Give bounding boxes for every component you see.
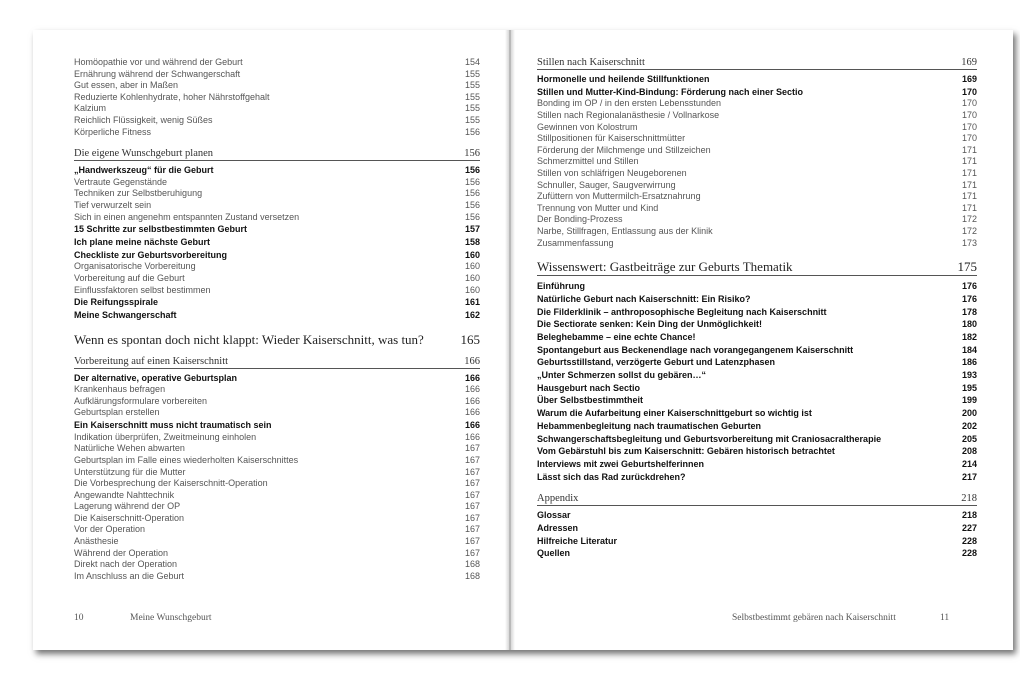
toc-entry [74,200,480,212]
toc-entry-page: 157 [464,224,480,235]
toc-entry-title: Stillen von schläfrigen Neugeborenen [537,167,687,178]
toc-entry-page: 214 [961,458,977,469]
toc-entry-title: Zusammenfassung [537,237,614,248]
toc-entry-page: 155 [464,91,480,102]
toc-entry [537,318,977,331]
toc-entry-page: 170 [961,110,977,120]
toc-entry-title: Schmerzmittel und Stillen [537,156,639,167]
toc-entry-page: 218 [961,510,977,521]
toc-entry-title: Der Bonding-Prozess [537,214,623,225]
toc-entry-title: Sich in einen angenehm entspannten Zustand versetzen [74,211,300,222]
toc-entry-page: 162 [464,309,480,320]
toc-entry-title: Trennung von Mutter und Kind [537,202,659,213]
page-number: 11 [940,613,950,623]
toc-entry-title: Glossar [537,510,571,521]
toc-entry-page: 167 [464,524,480,535]
toc-entry-page: 166 [464,395,480,406]
toc-entry [74,419,480,432]
page-number: 10 [74,613,84,623]
toc-entry-page: 178 [961,306,977,317]
toc-entry-title: Stillen und Mutter-Kind-Bindung: Förderung nach einer Sectio [537,86,803,97]
toc-entry-page: 172 [961,225,977,236]
chapter-heading [537,259,977,276]
toc-entry-title: Lässt sich das Rad zurückdrehen? [537,471,686,482]
toc-entry-page: 168 [464,570,480,581]
toc-entry [74,524,480,536]
toc-entry-page: 167 [464,512,480,523]
toc-entry-title: Krankenhaus befragen [74,384,166,395]
toc-entry [537,293,977,306]
toc-group [537,73,977,249]
toc-entry-page: 202 [961,420,977,431]
toc-entry [74,455,480,467]
section-page: 166 [464,355,480,367]
toc-entry [74,69,480,81]
toc-entry-page: 193 [961,370,977,381]
toc-entry-title: Schnuller, Sauger, Saugverwirrung [537,179,676,190]
toc-entry [537,110,977,122]
toc-entry-page: 205 [961,433,977,444]
toc-group [537,509,977,560]
toc-entry [537,180,977,192]
toc-entry-title: Spontangeburt aus Beckenendlage nach vorangegangenem Kaiserschnitt [537,344,854,355]
toc-entry [537,535,977,548]
toc-entry-title: Natürliche Wehen abwarten [74,443,185,454]
toc-entry-page: 167 [464,536,480,547]
toc-entry-title: Ich plane meine nächste Geburt [74,236,211,247]
toc-entry-title: Warum die Aufarbeitung einer Kaiserschnittgeburt so wichtig ist [537,408,812,419]
toc-entry [537,394,977,407]
toc-entry-page: 156 [464,126,480,137]
toc-entry [74,127,480,139]
toc-entry-title: Hebammenbegleitung nach traumatischen Geburten [537,420,762,431]
toc-entry [537,73,977,86]
toc-entry-page: 176 [961,281,977,292]
toc-entry-title: Während der Operation [74,547,169,558]
book-spine [505,30,515,650]
toc-entry [74,501,480,513]
toc-entry-title: Bonding im OP / in den ersten Lebensstunden [537,98,721,109]
chapter-page: 175 [957,259,977,275]
chapter-title: Wenn es spontan doch nicht klappt: Wieder Kaiserschnitt, was tun? [74,331,424,347]
toc-entry [74,467,480,479]
toc-entry-page: 167 [464,454,480,465]
toc-entry-page: 180 [961,319,977,330]
toc-entry-title: Checkliste zur Geburtsvorbereitung [74,249,228,260]
toc-entry [74,273,480,285]
toc-entry-page: 167 [464,443,480,454]
toc-entry-title: Hormonelle und heilende Stillfunktionen [537,74,710,84]
toc-entry [74,57,480,69]
toc-entry [74,372,480,385]
toc-entry [537,203,977,215]
toc-entry [74,548,480,560]
toc-entry-page: 155 [464,80,480,91]
toc-entry-page: 182 [961,331,977,342]
toc-entry [74,478,480,490]
toc-entry-page: 166 [464,384,480,395]
toc-entry [537,547,977,560]
toc-entry-page: 156 [464,188,480,199]
toc-entry-title: Narbe, Stillfragen, Entlassung aus der Klinik [537,225,713,236]
toc-entry [74,536,480,548]
toc-entry-title: Zufüttern von Muttermilch-Ersatznahrung [537,191,701,202]
toc-entry-title: Unterstützung für die Mutter [74,466,186,477]
toc-entry [537,214,977,226]
toc-entry-title: Gewinnen von Kolostrum [537,121,638,132]
toc-entry-title: Techniken zur Selbstberuhigung [74,188,203,199]
toc-entry [74,164,480,177]
toc-entry [537,458,977,471]
toc-entry-page: 167 [464,478,480,489]
toc-entry-page: 171 [961,156,977,167]
toc-entry [537,356,977,369]
toc-entry [74,384,480,396]
toc-entry [537,471,977,484]
toc-entry [537,306,977,319]
toc-entry [537,86,977,99]
toc-entry-page: 154 [464,57,480,67]
toc-entry [74,285,480,297]
toc-entry-page: 171 [961,167,977,178]
toc-entry-title: Vom Gebärstuhl bis zum Kaiserschnitt: Gebären historisch betrachtet [537,446,835,457]
toc-entry [74,309,480,322]
toc-entry-page: 155 [464,103,480,114]
toc-entry-title: Quellen [537,548,571,559]
toc-entry-page: 170 [961,121,977,132]
toc-entry-title: Die Sectiorate senken: Kein Ding der Unmöglichkeit! [537,319,763,330]
toc-entry [74,188,480,200]
toc-group [74,372,480,583]
toc-entry [74,212,480,224]
toc-entry [537,238,977,250]
toc-column-right [537,57,977,560]
toc-entry [537,133,977,145]
toc-entry-page: 166 [464,420,480,431]
toc-entry-title: Vertraute Gegenstände [74,176,168,187]
toc-entry-page: 156 [464,211,480,222]
toc-entry [74,296,480,309]
toc-entry-page: 228 [961,548,977,559]
toc-entry [537,168,977,180]
toc-entry [537,420,977,433]
toc-entry-title: Hausgeburt nach Sectio [537,382,641,393]
toc-entry-page: 155 [464,114,480,125]
chapter-heading [74,332,480,348]
toc-entry-title: Schwangerschaftsbegleitung und Geburtsvorbereitung mit Craniosacraltherapie [537,433,882,444]
toc-entry-title: Der alternative, operative Geburtsplan [74,372,238,383]
toc-entry-page: 171 [961,179,977,190]
toc-entry-page: 156 [464,165,480,176]
toc-entry-title: Lagerung während der OP [74,501,181,512]
toc-entry [537,445,977,458]
toc-entry-page: 169 [961,74,977,84]
toc-group [74,164,480,321]
toc-entry-title: Förderung der Milchmenge und Stillzeichen [537,144,711,155]
toc-entry-page: 160 [464,261,480,272]
toc-entry [74,115,480,127]
toc-entry-title: Einführung [537,281,585,292]
toc-entry-title: Reichlich Flüssigkeit, wenig Süßes [74,114,213,125]
toc-entry-page: 156 [464,200,480,211]
toc-entry-title: Beleghebamme – eine echte Chance! [537,331,696,342]
section-title: Vorbereitung auf einen Kaiserschnitt [74,355,229,367]
toc-entry-page: 167 [464,466,480,477]
toc-entry [537,433,977,446]
toc-entry-page: 172 [961,214,977,225]
toc-entry-title: Geburtsplan im Falle eines wiederholten Kaiserschnittes [74,454,299,465]
toc-entry-page: 217 [961,471,977,482]
toc-entry-title: Kalzium [74,103,107,114]
toc-entry-page: 170 [961,133,977,144]
toc-entry-title: Stillpositionen für Kaiserschnittmütter [537,133,686,144]
toc-entry [537,191,977,203]
toc-entry [74,223,480,236]
toc-entry [74,396,480,408]
section-page: 156 [464,148,480,160]
section-page: 169 [961,57,977,68]
toc-entry-page: 166 [464,431,480,442]
section-page: 218 [961,493,977,505]
toc-entry-title: Tief verwurzelt sein [74,200,152,211]
toc-entry-title: Körperliche Fitness [74,126,152,137]
toc-entry [74,571,480,583]
toc-entry-title: Reduzierte Kohlenhydrate, hoher Nährstoffgehalt [74,91,270,102]
toc-entry [537,382,977,395]
toc-entry-page: 199 [961,395,977,406]
section-heading [537,493,977,506]
toc-entry [74,490,480,502]
toc-entry-page: 186 [961,357,977,368]
toc-entry-title: Natürliche Geburt nach Kaiserschnitt: Ein Risiko? [537,293,751,304]
toc-entry-page: 173 [961,237,977,248]
toc-entry-page: 161 [464,297,480,308]
toc-entry-title: Adressen [537,523,579,534]
toc-entry-page: 176 [961,293,977,304]
toc-group [537,280,977,483]
toc-entry [537,407,977,420]
toc-entry-page: 160 [464,272,480,283]
toc-entry-page: 171 [961,144,977,155]
toc-entry [537,280,977,293]
toc-entry [74,513,480,525]
toc-entry [74,559,480,571]
toc-entry-page: 155 [464,68,480,79]
toc-entry-page: 208 [961,446,977,457]
toc-entry-page: 200 [961,408,977,419]
toc-entry [537,145,977,157]
toc-entry-title: Aufklärungsformulare vorbereiten [74,395,208,406]
toc-entry-page: 156 [464,176,480,187]
toc-entry-title: Die Kaiserschnitt-Operation [74,512,185,523]
toc-entry-page: 167 [464,547,480,558]
running-title: Selbstbestimmt gebären nach Kaiserschnitt [732,613,896,623]
toc-entry [74,443,480,455]
toc-entry [537,522,977,535]
toc-entry-title: Geburtsstillstand, verzögerte Geburt und Latenzphasen [537,357,776,368]
toc-entry-title: Vorbereitung auf die Geburt [74,272,185,283]
open-book [33,30,1013,650]
toc-entry-title: Die Reifungsspirale [74,297,159,308]
toc-entry [537,98,977,110]
toc-entry-page: 166 [464,407,480,418]
toc-entry-title: Homöopathie vor und während der Geburt [74,57,243,67]
toc-entry-page: 170 [961,98,977,109]
toc-entry [74,177,480,189]
toc-entry [74,407,480,419]
toc-entry [537,369,977,382]
section-title: Stillen nach Kaiserschnitt [537,57,645,68]
toc-entry-page: 171 [961,202,977,213]
toc-entry-title: Die Vorbesprechung der Kaiserschnitt-Operation [74,478,268,489]
toc-entry [537,122,977,134]
toc-entry [537,226,977,238]
toc-entry-page: 195 [961,382,977,393]
toc-entry-title: Ernährung während der Schwangerschaft [74,68,241,79]
toc-entry-title: Stillen nach Regionalanästhesie / Vollnarkose [537,110,720,120]
toc-entry [537,331,977,344]
toc-entry-title: Angewandte Nahttechnik [74,489,175,500]
chapter-title: Wissenswert: Gastbeiträge zur Geburts Thematik [537,259,793,275]
toc-entry [74,249,480,262]
section-heading [74,148,480,161]
toc-entry-page: 167 [464,489,480,500]
toc-entry-title: Anästhesie [74,536,119,547]
toc-entry-title: Interviews mit zwei Geburtshelferinnen [537,458,705,469]
toc-entry [74,432,480,444]
toc-entry-title: Indikation überprüfen, Zweitmeinung einholen [74,431,257,442]
toc-entry-page: 168 [464,559,480,570]
section-title: Die eigene Wunschgeburt planen [74,148,214,160]
toc-entry-title: Ein Kaiserschnitt muss nicht traumatisch sein [74,420,272,431]
toc-entry-title: Meine Schwangerschaft [74,309,177,320]
toc-group [74,57,480,138]
toc-entry [537,344,977,357]
right-page [515,30,1013,650]
section-heading [74,356,480,369]
toc-entry-page: 228 [961,535,977,546]
section-heading [537,57,977,70]
toc-entry-title: Direkt nach der Operation [74,559,178,570]
toc-entry-title: Vor der Operation [74,524,146,535]
toc-entry-title: Organisatorische Vorbereitung [74,261,196,272]
chapter-page: 165 [460,331,480,347]
toc-entry [537,509,977,522]
toc-entry [74,103,480,115]
left-page [33,30,505,650]
toc-entry-title: Die Filderklinik – anthroposophische Begleitung nach Kaiserschnitt [537,306,827,317]
toc-entry [74,236,480,249]
toc-entry [537,156,977,168]
toc-entry-page: 170 [961,86,977,97]
toc-entry-title: Im Anschluss an die Geburt [74,570,185,581]
toc-entry-title: Über Selbstbestimmtheit [537,395,644,406]
toc-entry-title: Gut essen, aber in Maßen [74,80,179,91]
toc-column-left [74,57,480,582]
toc-entry [74,92,480,104]
toc-entry-title: Hilfreiche Literatur [537,535,618,546]
toc-entry [74,261,480,273]
toc-entry-title: „Unter Schmerzen sollst du gebären…“ [537,370,707,381]
toc-entry-title: „Handwerkszeug“ für die Geburt [74,165,214,176]
toc-entry-page: 166 [464,372,480,383]
section-title: Appendix [537,493,579,505]
toc-entry-page: 167 [464,501,480,512]
toc-entry [74,80,480,92]
running-title: Meine Wunschgeburt [130,613,212,623]
toc-entry-page: 160 [464,249,480,260]
toc-entry-page: 158 [464,236,480,247]
toc-entry-page: 171 [961,191,977,202]
toc-entry-title: Einflussfaktoren selbst bestimmen [74,284,211,295]
toc-entry-title: 15 Schritte zur selbstbestimmten Geburt [74,224,248,235]
toc-entry-page: 184 [961,344,977,355]
toc-entry-title: Geburtsplan erstellen [74,407,160,418]
toc-entry-page: 227 [961,523,977,534]
toc-entry-page: 160 [464,284,480,295]
